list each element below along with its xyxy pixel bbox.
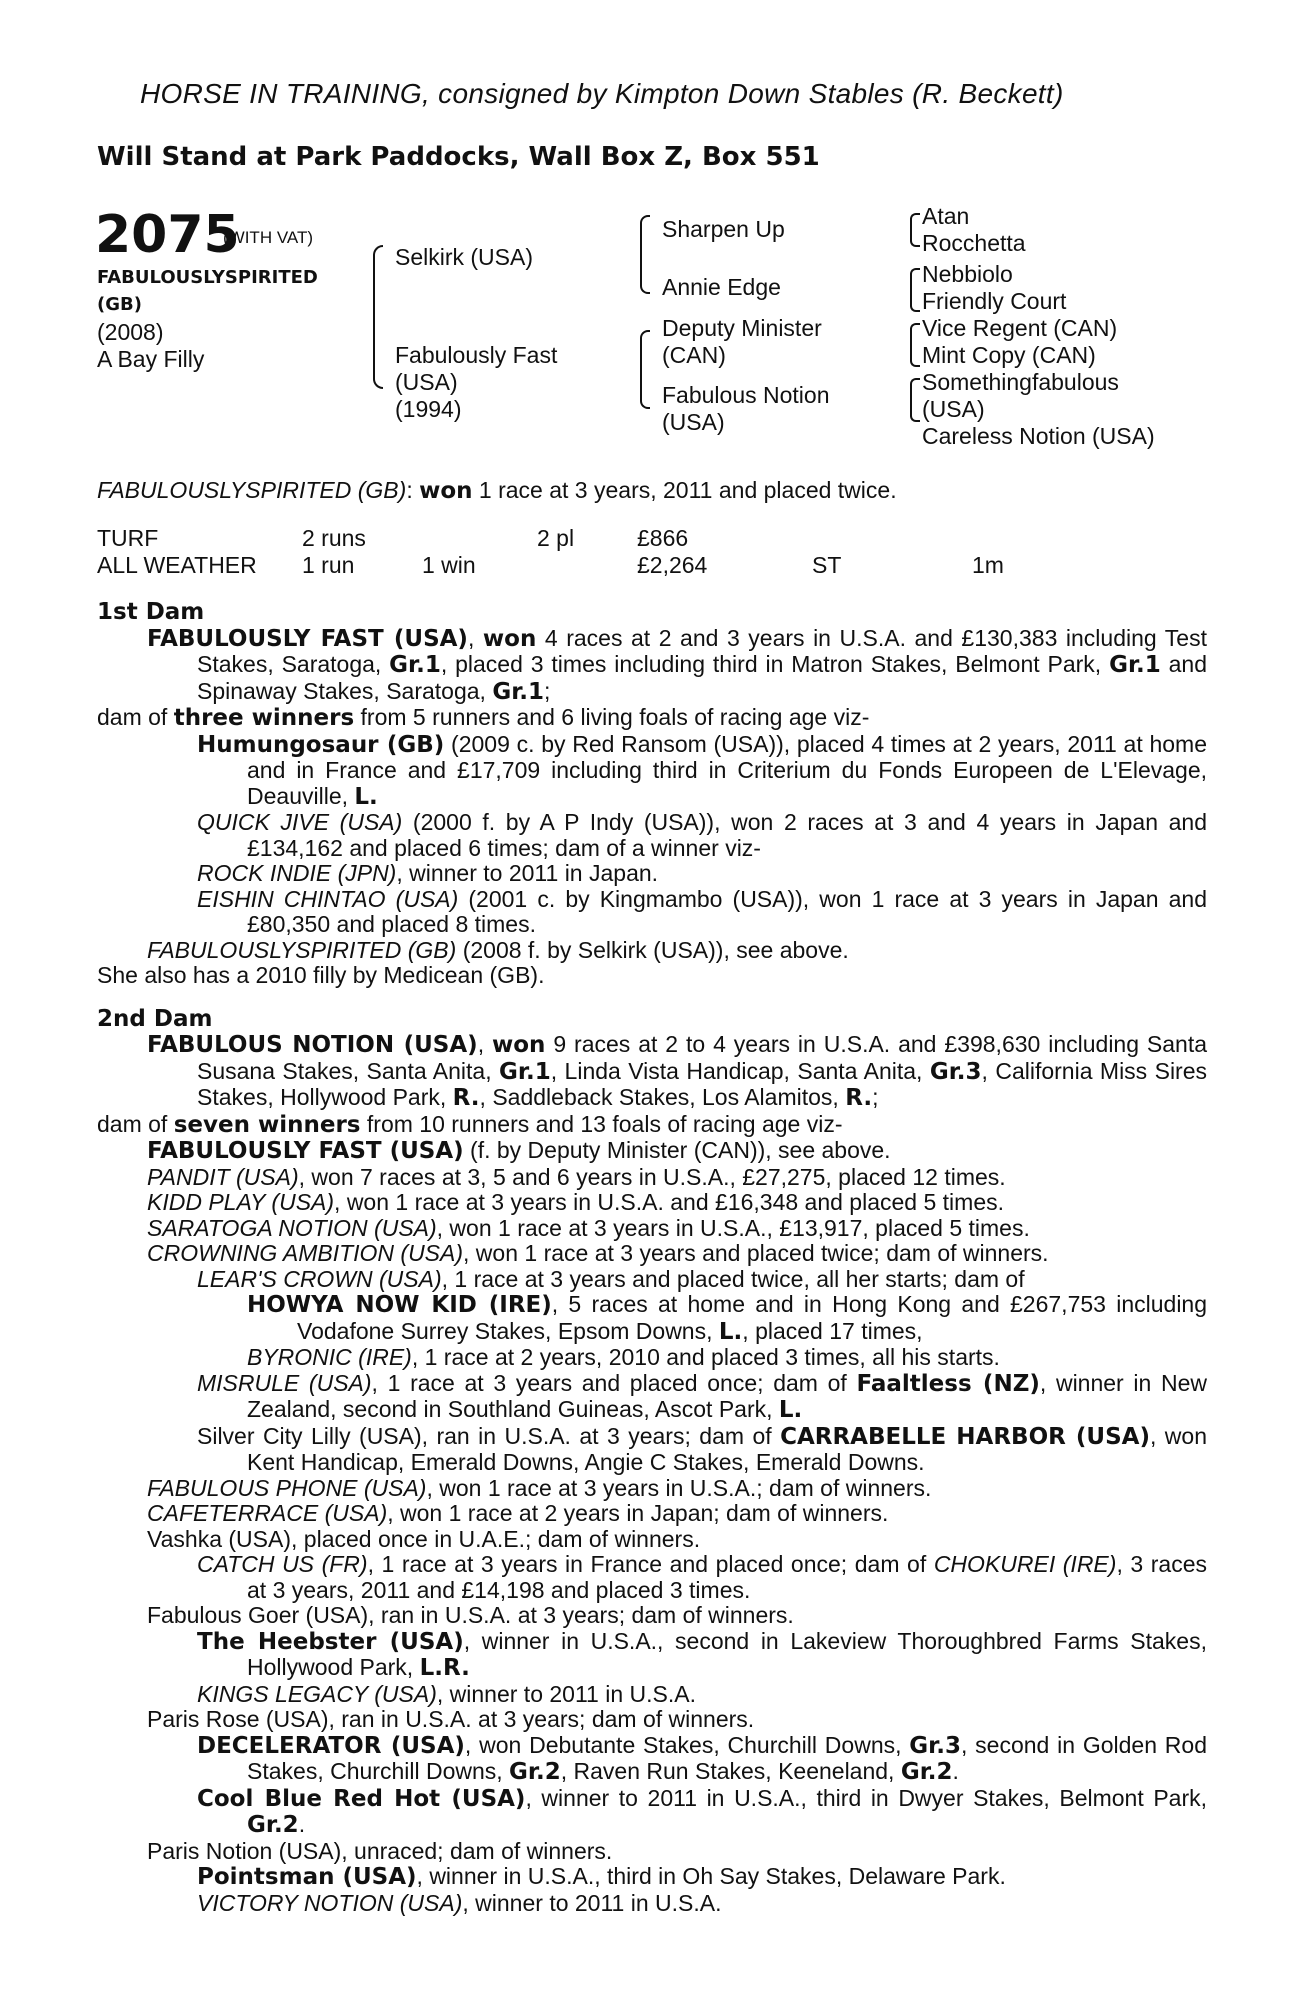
- pedigree-paragraph: [97, 626, 1207, 706]
- pedigree-paragraph: [97, 1345, 1207, 1371]
- text-run: Fabulous Goer (USA), ran in U.S.A. at 3 years; dam of winners.: [147, 1602, 794, 1628]
- bold-run: L.R.: [419, 1655, 470, 1681]
- text-run: , 1 race at 3 years in France and placed once; dam of: [367, 1551, 934, 1577]
- text-run: , Saddleback Stakes, Los Alamitos,: [479, 1084, 846, 1110]
- record-money: £2,264: [637, 552, 708, 578]
- text-run: ;: [544, 677, 551, 704]
- gg-nebbiolo: Nebbiolo: [922, 261, 1013, 287]
- text-run: , won Kent Handicap, Emerald Downs, Angie C Stakes, Emerald Downs.: [247, 1422, 1207, 1475]
- text-run: 2nd Dam: [97, 1005, 213, 1032]
- horse-name: [97, 264, 367, 318]
- gg-somethingfabulous: [922, 369, 1119, 423]
- pedigree-paragraph: [97, 1292, 1207, 1345]
- pedigree-paragraph: [97, 1839, 1207, 1865]
- bold-run: L.: [718, 1318, 743, 1345]
- brace-g3: [910, 323, 920, 367]
- italic-run: VICTORY NOTION (USA): [197, 1889, 463, 1916]
- dam-name-line1: Fabulously Fast: [395, 342, 558, 368]
- text-run: , 1 race at 3 years and placed once; dam of: [371, 1369, 857, 1396]
- text-run: (f. by Deputy Minister (CAN)), see above.: [463, 1137, 891, 1163]
- text-run: , won 1 race at 2 years in Japan; dam of winners.: [387, 1500, 889, 1526]
- pedigree-paragraph: [97, 1864, 1207, 1891]
- dam-name-line3: (1994): [395, 396, 462, 422]
- bold-run: CARRABELLE HARBOR (USA): [780, 1423, 1150, 1450]
- bold-run: Pointsman (USA): [197, 1864, 417, 1890]
- bold-run: FABULOUSLY FAST (USA): [147, 1138, 464, 1164]
- text-run: (2009 c. by Red Ransom (USA)), placed 4 times at 2 years, 2011 at home and in France and £17,709 including third in Criterium du Fonds Europeen de L'Elevage, Deauville,: [247, 730, 1207, 809]
- text-run: , winner in U.S.A., second in Lakeview Thoroughbred Farms Stakes, Hollywood Park,: [247, 1627, 1207, 1680]
- text-run: , Linda Vista Handicap, Santa Anita,: [550, 1057, 930, 1084]
- text-run: , won 7 races at 3, 5 and 6 years in U.S.A., £27,275, placed 12 times.: [298, 1163, 1006, 1190]
- catalogue-header: HORSE IN TRAINING, consigned by Kimpton Down Stables (R. Beckett): [140, 78, 1064, 109]
- brace-g4: [910, 378, 920, 422]
- pedigree-paragraph: [97, 1552, 1207, 1603]
- gg-somethingfabulous-line1: Somethingfabulous: [922, 369, 1119, 395]
- dam-name-line2: (USA): [395, 369, 458, 395]
- bold-run: FABULOUS NOTION (USA): [147, 1032, 478, 1058]
- vat-note: (WITH VAT): [223, 228, 314, 247]
- text-run: , won 1 race at 3 years in U.S.A. and £16,348 and placed 5 times.: [334, 1189, 1005, 1215]
- record-wins: [422, 525, 537, 552]
- text-run: , winner in U.S.A., third in Oh Say Stakes, Delaware Park.: [416, 1863, 1006, 1889]
- text-run: .: [298, 1811, 306, 1837]
- text-run: 1st Dam: [97, 599, 205, 625]
- record-row-turf: [97, 525, 1004, 552]
- text-run: 4 races at 2 and 3 years in U.S.A. and £130,383 including Test Stakes, Saratoga,: [197, 624, 1207, 677]
- bold-run: The Heebster (USA): [197, 1628, 464, 1655]
- text-run: Paris Notion (USA), unraced; dam of winners.: [147, 1837, 613, 1864]
- lot-number: 2075: [95, 205, 240, 265]
- dam-line-body: [97, 600, 1207, 1916]
- pedigree-paragraph: [97, 1476, 1207, 1502]
- text-run: (2001 c. by Kingmambo (USA)), won 1 race at 3 years in Japan and £80,350 and placed 8 times.: [247, 885, 1207, 937]
- bold-run: Gr.2: [509, 1759, 561, 1785]
- pedigree-paragraph: [97, 1629, 1207, 1682]
- text-run: Vashka (USA), placed once in U.A.E.; dam of winners.: [147, 1525, 701, 1552]
- text-run: , placed 3 times including third in Matron Stakes, Belmont Park,: [440, 651, 1110, 677]
- italic-run: KINGS LEGACY (USA): [197, 1680, 437, 1707]
- italic-run: FABULOUSLYSPIRITED (GB): [147, 936, 457, 963]
- sire-dam: Annie Edge: [662, 274, 781, 300]
- text-run: from 10 runners and 13 foals of racing age viz-: [360, 1110, 843, 1137]
- record-wins: 1 win: [422, 552, 476, 578]
- pedigree-paragraph: [97, 732, 1207, 811]
- bold-run: Gr.3: [909, 1732, 961, 1759]
- text-run: Paris Rose (USA), ran in U.S.A. at 3 years; dam of winners.: [147, 1706, 755, 1732]
- pedigree-paragraph: [97, 1424, 1207, 1476]
- bold-run: HOWYA NOW KID (IRE): [247, 1292, 552, 1318]
- bold-run: Gr.1: [492, 678, 545, 705]
- bold-run: Cool Blue Red Hot (USA): [197, 1785, 526, 1812]
- brace-g2: [910, 268, 920, 312]
- pedigree-paragraph: [97, 1371, 1207, 1424]
- bold-run: won: [482, 625, 537, 652]
- pedigree-paragraph: [97, 810, 1207, 861]
- dam-dam-line2: (USA): [662, 409, 725, 435]
- text-run: (2000 f. by A P Indy (USA)), won 2 races at 3 and 4 years in Japan and £134,162 and placed 6 times; dam of a winner viz-: [247, 809, 1207, 861]
- gg-vice-regent: Vice Regent (CAN): [922, 315, 1118, 341]
- text-run: , 1 race at 2 years, 2010 and placed 3 times, all his starts.: [411, 1344, 1000, 1370]
- text-run: Silver City Lilly (USA), ran in U.S.A. at 3 years; dam of: [197, 1422, 781, 1449]
- pedigree-paragraph: [97, 887, 1207, 938]
- italic-run: QUICK JIVE (USA): [197, 809, 403, 835]
- record-going: [812, 525, 972, 552]
- pedigree-paragraph: [97, 938, 1207, 964]
- dam-sire-line2: (CAN): [662, 342, 726, 368]
- summary-name: FABULOUSLYSPIRITED (GB): [97, 477, 407, 503]
- italic-run: ROCK INDIE (JPN): [197, 860, 397, 886]
- text-run: , 3 races at 3 years, 2011 and £14,198 and placed 3 times.: [247, 1551, 1207, 1603]
- italic-run: MISRULE (USA): [197, 1369, 372, 1396]
- text-run: , placed 17 times,: [742, 1317, 923, 1344]
- gg-mint-copy: Mint Copy (CAN): [922, 342, 1096, 368]
- pedigree-paragraph: [97, 1707, 1207, 1733]
- horse-country: (GB): [97, 294, 142, 315]
- sire-dam-brace: [373, 245, 383, 389]
- italic-run: KIDD PLAY (USA): [147, 1189, 335, 1215]
- text-run: , winner in New Zealand, second in Southland Guineas, Ascot Park,: [247, 1369, 1207, 1422]
- gg-friendly-court: Friendly Court: [922, 288, 1067, 314]
- bold-run: Humungosaur (GB): [197, 731, 445, 758]
- bold-run: L.: [354, 783, 378, 810]
- text-run: , won 1 race at 3 years in U.S.A., £13,917, placed 5 times.: [436, 1214, 1030, 1241]
- text-run: , California Miss Sires Stakes, Hollywood Park,: [197, 1057, 1208, 1110]
- dam-dam-line1: Fabulous Notion: [662, 382, 830, 408]
- pedigree-paragraph: [97, 1267, 1207, 1293]
- sire-brace: [640, 215, 650, 294]
- gg-somethingfabulous-line2: (USA): [922, 396, 985, 422]
- italic-run: PANDIT (USA): [147, 1163, 299, 1190]
- text-run: and Spinaway Stakes, Saratoga,: [197, 651, 1207, 704]
- record-distance: [972, 525, 1004, 552]
- italic-run: BYRONIC (IRE): [247, 1344, 412, 1370]
- text-run: , Raven Run Stakes, Keeneland,: [560, 1758, 901, 1784]
- record-surface: ALL WEATHER: [97, 552, 257, 578]
- gg-atan: Atan: [922, 203, 970, 229]
- text-run: from 5 runners and 6 living foals of racing age viz-: [354, 704, 870, 730]
- italic-run: CROWNING AMBITION (USA): [147, 1240, 464, 1266]
- text-run: ,: [467, 624, 483, 651]
- pedigree-paragraph: [97, 1216, 1207, 1242]
- italic-run: CAFETERRACE (USA): [147, 1500, 388, 1526]
- italic-run: SARATOGA NOTION (USA): [147, 1214, 437, 1241]
- record-distance: 1m: [972, 552, 1004, 578]
- bold-run: FABULOUSLY FAST (USA): [147, 625, 468, 652]
- bold-run: Gr.2: [900, 1759, 953, 1785]
- pedigree-paragraph: [97, 1165, 1207, 1191]
- gg-rocchetta: Rocchetta: [922, 230, 1026, 256]
- text-run: dam of: [97, 1110, 174, 1137]
- text-run: dam of: [97, 704, 174, 730]
- italic-run: EISHIN CHINTAO (USA): [197, 885, 459, 912]
- pedigree-paragraph: [97, 705, 1207, 732]
- pedigree-paragraph: [97, 1032, 1207, 1112]
- dam-name: [395, 342, 557, 423]
- bold-run: Gr.1: [1109, 652, 1161, 678]
- text-run: , winner to 2011 in Japan.: [396, 860, 659, 886]
- foaling-year: (2008): [97, 319, 164, 345]
- pedigree-paragraph: [97, 1501, 1207, 1527]
- record-surface: TURF: [97, 525, 159, 551]
- pedigree-paragraph: [97, 1603, 1207, 1629]
- record-placed: [537, 552, 637, 579]
- bold-run: Gr.2: [247, 1812, 299, 1838]
- text-run: .: [952, 1758, 959, 1784]
- pedigree-paragraph: [97, 1241, 1207, 1267]
- text-run: ;: [872, 1084, 879, 1110]
- text-run: , 1 race at 3 years and placed twice, all her starts; dam of: [441, 1265, 1025, 1292]
- pedigree-paragraph: [97, 1682, 1207, 1708]
- bold-run: won: [492, 1032, 546, 1058]
- gg-careless-notion: Careless Notion (USA): [922, 423, 1155, 449]
- bold-run: Gr.3: [929, 1058, 982, 1085]
- bold-run: Gr.1: [499, 1058, 551, 1085]
- horse-description: A Bay Filly: [97, 346, 205, 372]
- pedigree-paragraph: [97, 1007, 1207, 1033]
- brace-g1: [910, 213, 920, 247]
- dam-sire-line1: Deputy Minister: [662, 315, 822, 341]
- sire-sire: Sharpen Up: [662, 216, 785, 242]
- text-run: , winner to 2011 in U.S.A., third in Dwyer Stakes, Belmont Park,: [525, 1784, 1207, 1811]
- pedigree-paragraph: [97, 1891, 1207, 1917]
- dam-dam: [662, 382, 830, 436]
- pedigree-paragraph: [97, 600, 1207, 626]
- pedigree-paragraph: [97, 1527, 1207, 1553]
- text-run: ,: [477, 1031, 492, 1057]
- text-run: , won 1 race at 3 years and placed twice; dam of winners.: [463, 1240, 1049, 1266]
- italic-run: LEAR'S CROWN (USA): [197, 1265, 442, 1292]
- bold-run: DECELERATOR (USA): [197, 1732, 465, 1759]
- text-run: , won 1 race at 3 years in U.S.A.; dam of winners.: [426, 1474, 932, 1501]
- pedigree-paragraph: [97, 1190, 1207, 1216]
- italic-run: CATCH US (FR): [197, 1551, 368, 1577]
- dam-brace: [640, 330, 650, 409]
- pedigree-paragraph: [97, 1733, 1207, 1786]
- text-run: , winner to 2011 in U.S.A.: [462, 1889, 722, 1916]
- race-record-table: [97, 525, 1004, 579]
- text-run: (2008 f. by Selkirk (USA)), see above.: [456, 936, 849, 963]
- horse-name-text: FABULOUSLYSPIRITED: [97, 267, 318, 288]
- sire-name: Selkirk (USA): [395, 244, 534, 270]
- italic-run: CHOKUREI (IRE): [933, 1551, 1117, 1577]
- summary-colon: :: [406, 477, 420, 503]
- record-row-all-weather: [97, 552, 1004, 579]
- stand-location: Will Stand at Park Paddocks, Wall Box Z, Box 551: [97, 142, 820, 172]
- pedigree-paragraph: [97, 1786, 1207, 1839]
- bold-run: R.: [845, 1085, 873, 1111]
- bold-run: R.: [452, 1085, 480, 1111]
- pedigree-paragraph: [97, 963, 1207, 989]
- record-placed: 2 pl: [537, 525, 575, 551]
- bold-run: Gr.1: [389, 652, 441, 678]
- dam-sire: [662, 315, 822, 369]
- pedigree-paragraph: [97, 1138, 1207, 1165]
- record-runs: 2 runs: [302, 525, 366, 551]
- race-summary: [97, 477, 897, 504]
- pedigree-paragraph: [97, 861, 1207, 887]
- bold-run: Faaltless (NZ): [856, 1370, 1040, 1397]
- text-run: , second in Golden Rod Stakes, Churchill Downs,: [247, 1731, 1207, 1784]
- summary-won: won: [419, 478, 473, 504]
- pedigree-paragraph: [97, 1112, 1207, 1139]
- text-run: , won Debutante Stakes, Churchill Downs,: [464, 1731, 910, 1758]
- summary-rest: 1 race at 3 years, 2011 and placed twice.: [472, 477, 897, 503]
- text-run: , 5 races at home and in Hong Kong and £267,753 including Vodafone Surrey Stakes, Epsom Downs,: [297, 1291, 1208, 1344]
- text-run: 9 races at 2 to 4 years in U.S.A. and £398,630 including Santa Susana Stakes, Santa Anita,: [197, 1031, 1208, 1084]
- text-run: She also has a 2010 filly by Medicean (GB).: [97, 962, 545, 988]
- text-run: , winner to 2011 in U.S.A.: [436, 1680, 696, 1707]
- record-going: ST: [812, 552, 842, 578]
- bold-run: three winners: [173, 705, 355, 731]
- bold-run: seven winners: [173, 1111, 361, 1138]
- bold-run: L.: [778, 1397, 803, 1423]
- record-runs: 1 run: [302, 552, 355, 578]
- italic-run: FABULOUS PHONE (USA): [147, 1474, 427, 1501]
- record-money: £866: [637, 525, 689, 551]
